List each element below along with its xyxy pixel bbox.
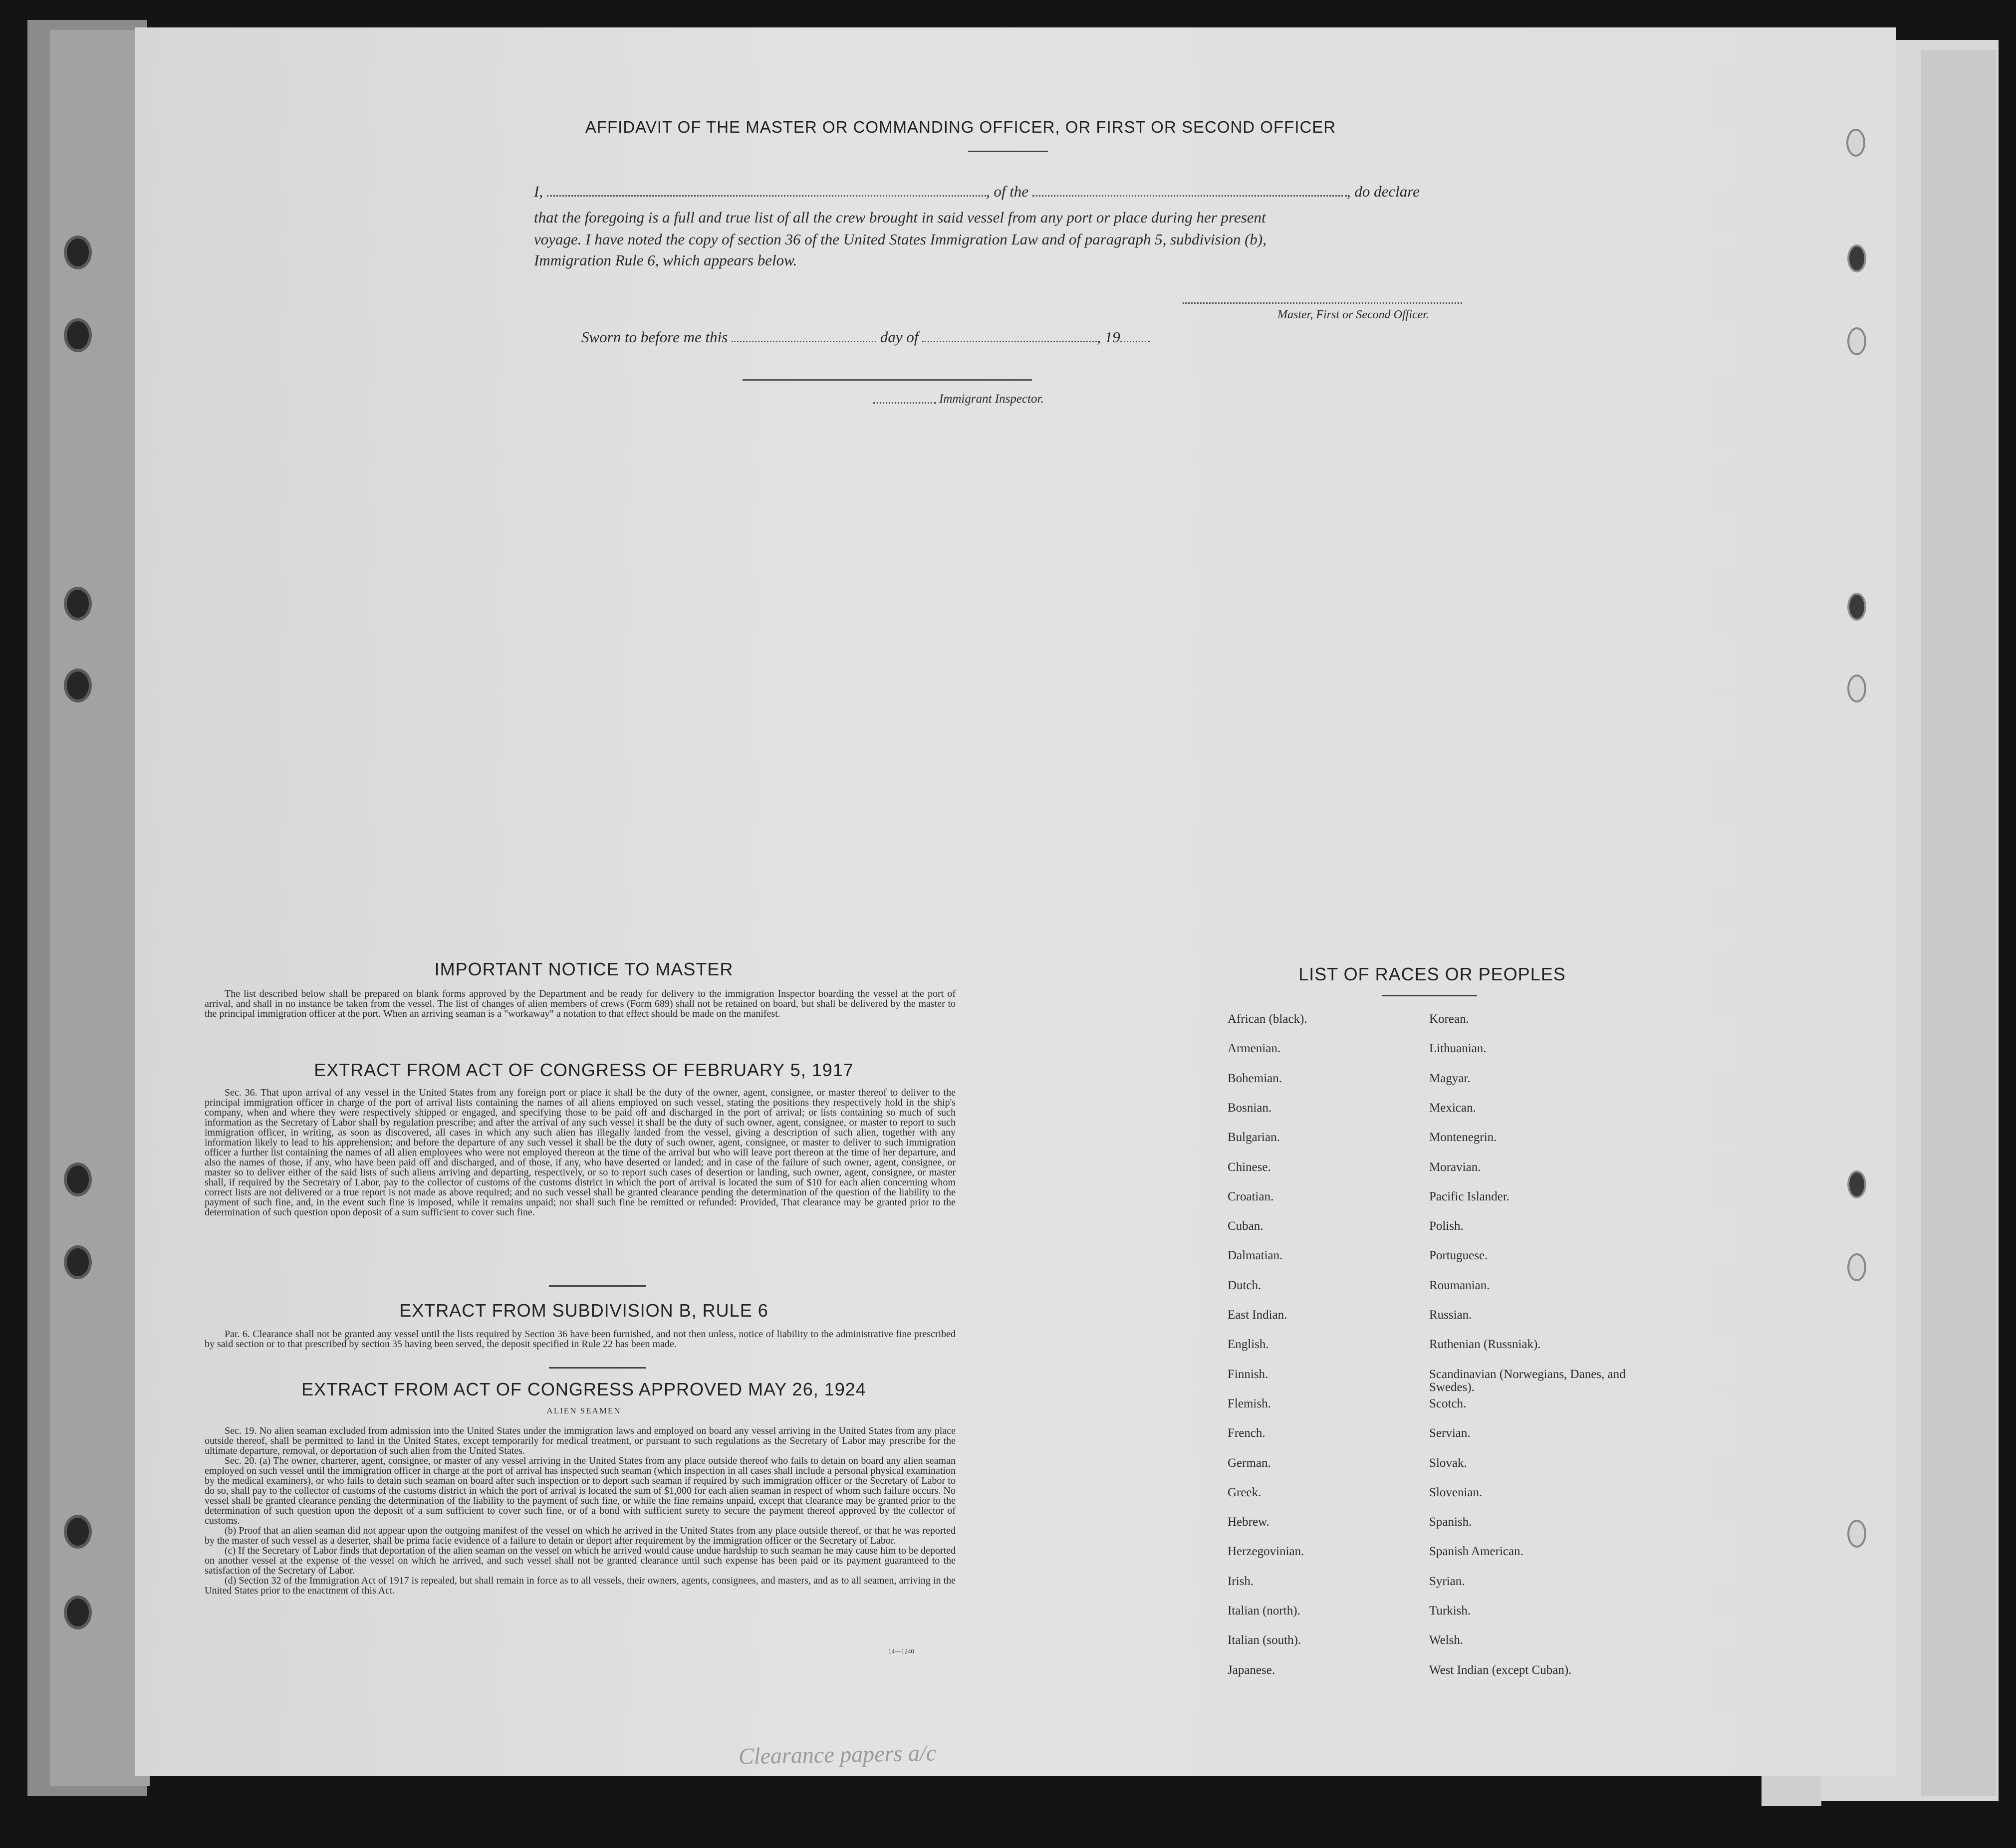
- race-item: Armenian.: [1228, 1042, 1281, 1056]
- race-item: Hebrew.: [1228, 1515, 1269, 1529]
- race-item: West Indian (except Cuban).: [1429, 1663, 1572, 1677]
- extract-1924-sec20a: Sec. 20. (a) The owner, charterer, agent, consignee, or master of any vessel arriving in the United States from any place outside thereof who fails to detain on board any alien seaman employed on such vessel until the immigration officer in charge at the port of arrival has inspected such seaman (which inspection in all cases shall include a personal physical examination by the medical examiners), or who fails to detain such seaman on board after such inspection or to deport such seaman if required by such immigration officer or the Secretary of Labor to do so, shall pay to the collector of customs of the customs district in which the port of arrival is located the sum of $1,000 for each alien seaman in respect of whom such failure occurs. No vessel shall be granted clearance pending the determination of the liability to the payment of such fine, or while the fine remains unpaid, except that clearance may be granted prior to the determination of such question upon the deposit of a sum sufficient to cover such fine, or of a bond with sufficient surety to secure the payment thereof approved by the collector of customs.: [205, 1455, 956, 1526]
- race-item: Magyar.: [1429, 1071, 1471, 1085]
- sworn-day-field[interactable]: [732, 341, 876, 342]
- sworn-label: Sworn to before me this: [581, 328, 728, 346]
- year-label: , 19: [1097, 328, 1120, 346]
- extract-rule6-title: EXTRACT FROM SUBDIVISION B, RULE 6: [399, 1300, 768, 1321]
- race-item: East Indian.: [1228, 1308, 1287, 1322]
- race-item: Italian (south).: [1228, 1633, 1301, 1647]
- race-item: Chinese.: [1228, 1160, 1271, 1174]
- race-item: Finnish.: [1228, 1367, 1268, 1381]
- binder-hole: [64, 1245, 92, 1279]
- race-item: Irish.: [1228, 1574, 1254, 1588]
- punch-hole: [1847, 1520, 1866, 1548]
- race-item: Turkish.: [1429, 1604, 1471, 1617]
- race-item: Slovak.: [1429, 1456, 1467, 1470]
- extract-1924-sec20c: (c) If the Secretary of Labor finds that deportation of the alien seaman on the vessel on which he arrived would cause undue hardship to such seaman he may cause him to be deported on another vessel at the expense of the vessel on which he arrived, and such vessel shall not be granted clearance until such expense has been paid or its payment guaranteed to the satisfaction of the Secretary of Labor.: [205, 1545, 956, 1576]
- extract-1924-title: EXTRACT FROM ACT OF CONGRESS APPROVED MAY 26, 1924: [301, 1379, 866, 1399]
- notice-title: IMPORTANT NOTICE TO MASTER: [434, 959, 734, 979]
- extract-1917-title: EXTRACT FROM ACT OF CONGRESS OF FEBRUARY 5, 1917: [314, 1060, 854, 1080]
- sworn-year-field[interactable]: [1120, 341, 1150, 342]
- race-item: Herzegovinian.: [1228, 1545, 1304, 1559]
- race-item: Mexican.: [1429, 1101, 1476, 1115]
- extract-1924-body: [205, 1426, 956, 1596]
- binder-hole: [64, 318, 92, 352]
- binder-hole: [64, 1515, 92, 1549]
- vessel-field[interactable]: [1032, 195, 1347, 197]
- day-of-label: day of: [880, 328, 919, 346]
- sworn-month-field[interactable]: [922, 341, 1097, 342]
- notice-body: The list described below shall be prepared on blank forms approved by the Department and be ready for delivery to the immigration Inspector boarding the vessel at the port of arrival, and shall in no instance be taken from the vessel. The list of changes of alien members of crews (Form 689) shall not be retained on board, but shall be delivered by the master to the principal immigration officer at the port. When an arriving seaman is a "workaway" a notation to that effect should be made on the manifest.: [205, 988, 956, 1019]
- affidavit-text-line: that the foregoing is a full and true list of all the crew brought in said vessel from any port or place during her present: [534, 209, 1266, 226]
- race-item: Moravian.: [1429, 1160, 1481, 1174]
- race-item: Bulgarian.: [1228, 1131, 1280, 1145]
- race-item: Russian.: [1429, 1308, 1472, 1322]
- race-item: Croatian.: [1228, 1189, 1274, 1203]
- punch-hole: [1847, 244, 1866, 272]
- race-item: Spanish American.: [1429, 1545, 1523, 1559]
- race-item: Polish.: [1429, 1219, 1464, 1233]
- binder-hole: [64, 235, 92, 269]
- divider: [549, 1367, 646, 1369]
- punch-hole: [1847, 1170, 1866, 1198]
- race-item: Ruthenian (Russniak).: [1429, 1338, 1541, 1352]
- handwritten-note: Clearance papers a/c: [738, 1740, 937, 1769]
- race-item: Lithuanian.: [1429, 1042, 1487, 1056]
- punch-hole: [1847, 593, 1866, 621]
- race-item: Korean.: [1429, 1012, 1469, 1026]
- declare-label: , do declare: [1346, 183, 1420, 200]
- race-item: Roumanian.: [1429, 1278, 1490, 1292]
- race-item: Greek.: [1228, 1485, 1261, 1499]
- punch-hole: [1847, 327, 1866, 355]
- divider: [549, 1285, 646, 1287]
- race-item: Portuguese.: [1429, 1249, 1488, 1263]
- race-item: Cuban.: [1228, 1219, 1263, 1233]
- underlying-page-edge: [1921, 50, 1996, 1796]
- race-item: Servian.: [1429, 1426, 1471, 1440]
- punch-hole: [1847, 675, 1866, 702]
- divider: [1382, 995, 1477, 996]
- race-item: Pacific Islander.: [1429, 1189, 1510, 1203]
- affidavit-text-line: voyage. I have noted the copy of section 36 of the United States Immigration Law and of paragraph 5, subdivision (b),: [534, 231, 1266, 248]
- affidavit-title: AFFIDAVIT OF THE MASTER OR COMMANDING OFFICER, OR FIRST OR SECOND OFFICER: [585, 118, 1336, 136]
- race-item: Syrian.: [1429, 1574, 1465, 1588]
- binder-hole: [64, 1162, 92, 1196]
- race-item: Spanish.: [1429, 1515, 1472, 1529]
- race-item: Bosnian.: [1228, 1101, 1272, 1115]
- race-item: Slovenian.: [1429, 1485, 1483, 1499]
- binder-hole: [64, 669, 92, 702]
- binder-hole: [64, 1596, 92, 1629]
- extract-rule6-body: Par. 6. Clearance shall not be granted any vessel until the lists required by Section 36 have been furnished, and not then unless, notice of liability to the administrative fine prescribed by said section or to that prescribed by section 35 having been served, the deposit specified in Rule 22 has been made.: [205, 1329, 956, 1350]
- extract-1924-sec20d: (d) Section 32 of the Immigration Act of 1917 is repealed, but shall remain in force as to all vessels, their owners, agents, consignees, and masters, and as to all seamen, arriving in the United States prior to the enactment of this Act.: [205, 1575, 956, 1596]
- extract-1924-sec19: Sec. 19. No alien seaman excluded from admission into the United States under the immigration laws and employed on board any vessel arriving in the United States from any place outside thereof, shall be permitted to land in the United States, except temporarily for medical treatment, or pursuant to such regulations as the Secretary of Labor may prescribe for the ultimate departure, removal, or deportation of such alien from the United States.: [205, 1425, 956, 1456]
- binder-hole: [64, 587, 92, 621]
- affidavit-declaration-line: [534, 183, 1507, 201]
- race-item: Welsh.: [1429, 1633, 1464, 1647]
- extract-1924-sec20b: (b) Proof that an alien seaman did not appear upon the outgoing manifest of the vessel on which he arrived in the United States from any place outside thereof, or that he was reported by the master of such vessel as a deserter, shall be prima facie evidence of a failure to detain or deport after requirement by the immigration officer or the Secretary of Labor.: [205, 1525, 956, 1546]
- race-item: Scandinavian (Norwegians, Danes, and Swedes).: [1429, 1367, 1626, 1394]
- i-label: I,: [534, 183, 543, 200]
- punch-hole: [1847, 1253, 1866, 1281]
- dotted-lead: [873, 402, 936, 404]
- inspector-label: Immigrant Inspector.: [939, 392, 1044, 406]
- race-item: Dutch.: [1228, 1278, 1261, 1292]
- race-item: Flemish.: [1228, 1396, 1271, 1410]
- form-number: 14—1240: [888, 1647, 914, 1655]
- master-signature-label: Master, First or Second Officer.: [1277, 308, 1429, 321]
- race-item: German.: [1228, 1456, 1271, 1470]
- master-signature-line[interactable]: [1183, 302, 1462, 304]
- race-item: African (black).: [1228, 1012, 1307, 1026]
- of-the-label: , of the: [986, 183, 1029, 200]
- race-item: Dalmatian.: [1228, 1249, 1283, 1263]
- races-title: LIST OF RACES OR PEOPLES: [1298, 964, 1566, 984]
- race-item: Japanese.: [1228, 1663, 1275, 1677]
- race-item: Scotch.: [1429, 1396, 1467, 1410]
- punch-hole: [1846, 129, 1865, 157]
- name-field[interactable]: [547, 195, 986, 197]
- extract-1917-body: Sec. 36. That upon arrival of any vessel in the United States from any foreign port or place it shall be the duty of the owner, agent, consignee, or master thereof to deliver to the principal immigration officer in charge of the port of arrival lists containing the names of all aliens employed on such vessel, stating the positions they respectively hold in the ship's company, when and where they were respectively shipped or engaged, and specifying those to be paid off and discharged in the port of arrival; or lists containing so much of such information as the Secretary of Labor shall by regulation prescribe; and after the arrival of any such vessel it shall be the duty of such owner, agent, consignee, or master to report to such immigration officer, in writing, as soon as discovered, all cases in which any such alien has illegally landed from the vessel, giving a description of such alien, together with any information likely to lead to his apprehension; and before the departure of any such vessel it shall be the duty of such owner, agent, consignee, or master to deliver to such immigration officer a further list containing the names of all alien employees who were not employed thereon at the time of the arrival but who will leave port thereon at the time of her departure, and also the names of those, if any, who have been paid off and discharged, and of those, if any, who have deserted or landed; and in case of the failure of such owner, agent, consignee, or master so to deliver either of the said lists of such aliens arriving and departing, respectively, or so to report such cases of desertion or landing, such owner, agent, consignee, or master shall, if required by the Secretary of Labor, pay to the collector of customs of the customs district in which the port of arrival is located the sum of $10 for each alien concerning whom correct lists are not delivered or a true report is not made as above required; and no such vessel shall be granted clearance pending the determination of the question of the liability to the payment of such fine, and, in the event such fine is imposed, while it remains unpaid; nor shall such fine be remitted or refunded: Provided, That clearance may be granted prior to the determination of such question upon deposit of a sum sufficient to cover such fine.: [205, 1087, 956, 1218]
- divider: [968, 151, 1048, 152]
- race-item: Montenegrin.: [1429, 1131, 1497, 1145]
- extract-1924-subtitle: ALIEN SEAMEN: [546, 1406, 621, 1415]
- race-item: English.: [1228, 1338, 1269, 1352]
- inspector-signature-line[interactable]: [743, 379, 1032, 381]
- sworn-line: [581, 328, 1280, 346]
- race-item: Italian (north).: [1228, 1604, 1300, 1617]
- race-item: Bohemian.: [1228, 1071, 1282, 1085]
- race-item: French.: [1228, 1426, 1265, 1440]
- affidavit-text-line: Immigration Rule 6, which appears below.: [534, 251, 797, 269]
